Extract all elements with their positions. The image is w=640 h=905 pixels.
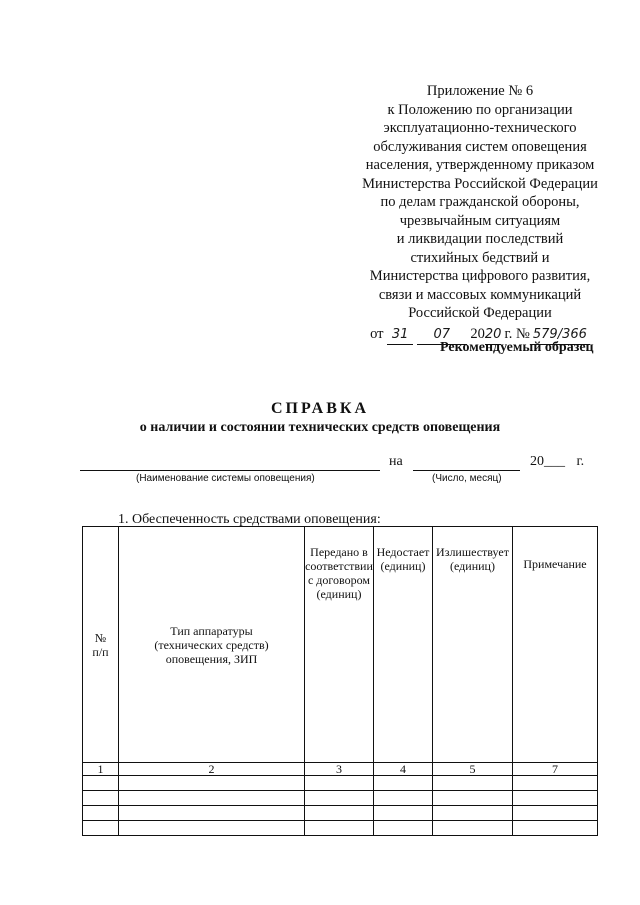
on-label: на [389, 454, 403, 469]
table-row [83, 806, 598, 821]
table-cell [119, 791, 305, 806]
table-cell [513, 791, 598, 806]
table-row [83, 791, 598, 806]
date-line [413, 470, 520, 471]
table-cell [119, 806, 305, 821]
table-cell [83, 791, 119, 806]
header-transferred [305, 527, 374, 763]
table-cell [433, 791, 513, 806]
header-text: Тип аппаратуры [170, 623, 253, 638]
table-cell [433, 806, 513, 821]
order-year: 20 [485, 326, 501, 346]
order-day: 31 [387, 326, 413, 346]
year-label: г. № [504, 325, 530, 342]
table-cell [305, 821, 374, 836]
appendix-line: Приложение № 6 [426, 83, 534, 99]
appendix-line: связи и массовых коммуникаций [378, 286, 582, 303]
table-cell [83, 821, 119, 836]
header-shortage [374, 527, 433, 763]
appendix-line: стихийных бедствий и [410, 249, 550, 266]
date-prefix: от [370, 325, 384, 342]
column-number: 7 [513, 763, 598, 776]
year-g: г. [576, 454, 585, 469]
table-cell [513, 776, 598, 791]
table-cell [433, 776, 513, 791]
appendix-line: населения, утвержденному приказом [365, 157, 595, 173]
header-text: соответствии [305, 559, 373, 573]
appendix-line: обслуживания систем оповещения [373, 138, 587, 155]
equipment-table [82, 526, 598, 836]
appendix-line: эксплуатационно-технического [383, 120, 577, 136]
header-text: п/п [92, 644, 109, 659]
header-text: Недостает [376, 545, 430, 559]
header-text: с договором [307, 573, 370, 587]
appendix-line: к Положению по организации [387, 101, 573, 118]
header-text: № [94, 630, 107, 645]
table-cell [305, 791, 374, 806]
header-num [83, 527, 119, 763]
header-text: Передано в [310, 545, 368, 559]
table-cell [83, 806, 119, 821]
header-text: (единиц) [380, 559, 426, 573]
order-number: 579/366 [530, 326, 590, 346]
table-header-row [83, 527, 598, 763]
column-number: 2 [119, 763, 305, 776]
table-cell [374, 806, 433, 821]
year-prefix: 20 [470, 325, 485, 342]
table-cell [83, 776, 119, 791]
section-1-heading: 1. Обеспеченность средствами оповещения: [118, 512, 381, 527]
table-row [83, 776, 598, 791]
table-cell [305, 806, 374, 821]
header-text: (единиц) [450, 559, 495, 573]
appendix-line: чрезвычайным ситуациям [399, 212, 561, 229]
appendix-line: Российской Федерации [408, 305, 552, 321]
year-prefix-2: 20 [530, 454, 544, 469]
table-cell [119, 776, 305, 791]
table-cell [374, 821, 433, 836]
table-cell [513, 806, 598, 821]
table-row [83, 821, 598, 836]
table-cell [119, 821, 305, 836]
document-title: СПРАВКА [270, 400, 370, 417]
year-blank: ___ [544, 454, 565, 469]
table-cell [513, 821, 598, 836]
appendix-line: и ликвидации последствий [396, 231, 564, 247]
table-cell [305, 776, 374, 791]
order-month: 07 [417, 326, 467, 346]
header-text: оповещения, ЗИП [165, 651, 258, 666]
header-type [119, 527, 305, 763]
date-caption: (Число, месяц) [432, 473, 502, 484]
system-name-line [80, 470, 380, 471]
system-name-caption: (Наименование системы оповещения) [136, 473, 315, 484]
column-number: 5 [433, 763, 513, 776]
column-number: 3 [305, 763, 374, 776]
column-number-row [83, 763, 598, 776]
header-surplus [433, 527, 513, 763]
column-number: 4 [374, 763, 433, 776]
appendix-line: по делам гражданской обороны, [380, 194, 580, 210]
year-field [530, 454, 584, 470]
header-text: (единиц) [316, 587, 362, 601]
recommended-sample-label: Рекомендуемый образец [440, 340, 594, 355]
header-text: Примечание [523, 557, 587, 571]
appendix-line: Министерства цифрового развития, [369, 268, 591, 284]
header-text: Излишествует [436, 545, 509, 559]
appendix-line: Министерства Российской Федерации [362, 175, 598, 192]
table-cell [433, 821, 513, 836]
appendix-block [330, 82, 630, 345]
document-subtitle: о наличии и состоянии технических средств оповещения [139, 420, 501, 435]
header-text: (технических средств) [154, 637, 269, 652]
column-number: 1 [83, 763, 119, 776]
table-cell [374, 791, 433, 806]
header-note [513, 527, 598, 763]
table-cell [374, 776, 433, 791]
